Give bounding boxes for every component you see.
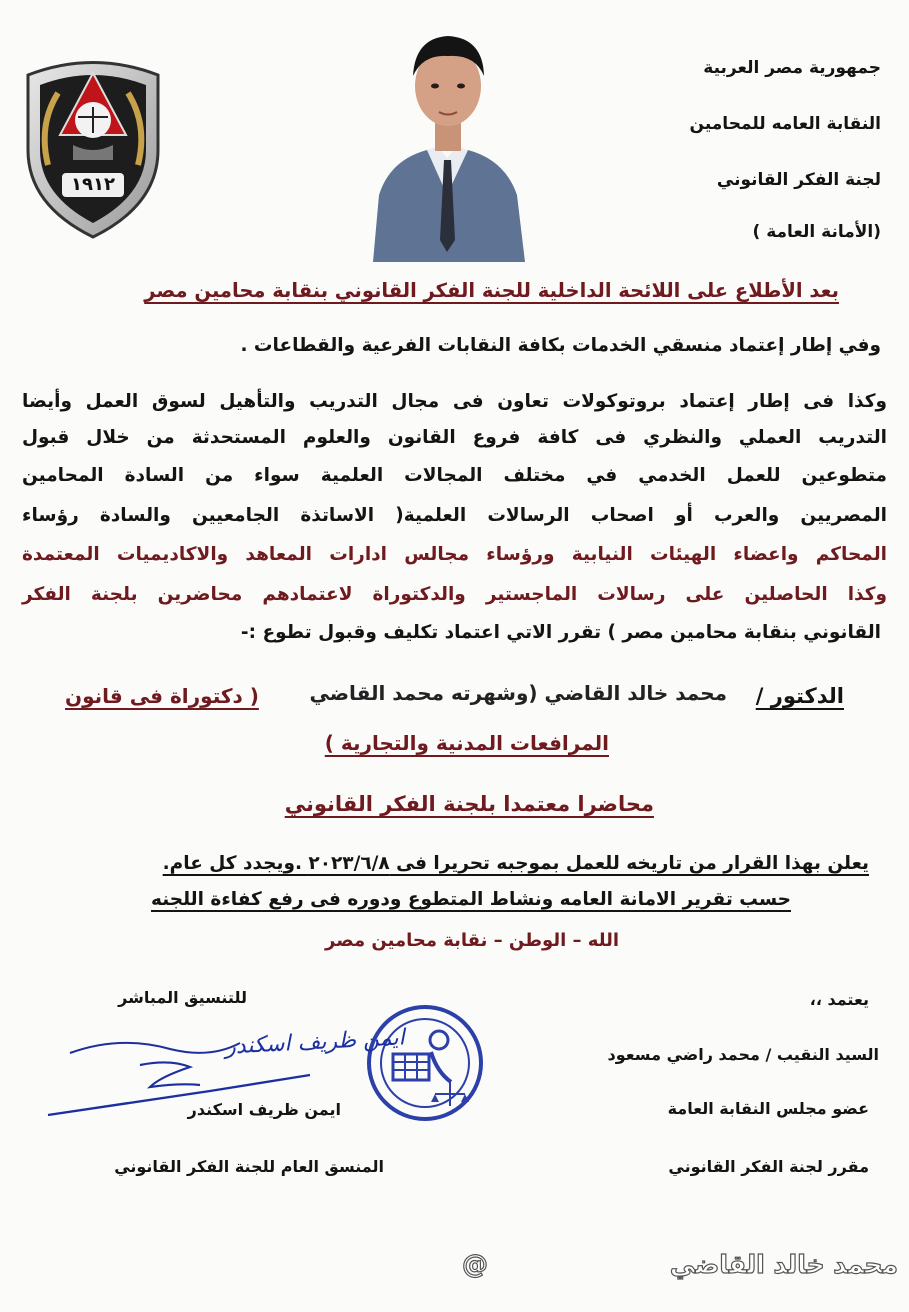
body-line-5: المصريين والعرب أو اصحاب الرسالات العلمية( الاساتذة الجامعيين والسادة رؤساء: [22, 505, 887, 526]
sig-right-line-2: عضو مجلس النقابة العامة: [667, 1099, 869, 1118]
appointee-role: محاضرا معتمدا بلجنة الفكر القانوني: [284, 792, 654, 816]
appointee-name: محمد خالد القاضي (وشهرته محمد القاضي: [309, 681, 727, 705]
body-line-4: متطوعين للعمل الخدمي في مختلف المجالات العلمية سواء من السادة المحامين: [22, 465, 887, 486]
body-line-3: التدريب العملي والنظري فى كافة فروع القانون والعلوم المستحدثة من خلال قبول: [22, 427, 887, 448]
coordinator-title: المنسق العام للجنة الفكر القانوني: [114, 1157, 384, 1176]
syndicate-logo: [18, 55, 168, 240]
appointee-degree-1: ( دكتوراة فى قانون: [65, 684, 259, 708]
watermark-at-icon: @: [462, 1250, 488, 1280]
document-title: بعد الأطلاع على اللائحة الداخلية للجنة الفكر القانوني بنقابة محامين مصر: [144, 279, 839, 302]
sig-right-line-1: السيد النقيب / محمد راضي مسعود: [607, 1045, 879, 1064]
decision-line-2: حسب تقرير الامانة العامه ونشاط المتطوع ودوره فى رفع كفاءة اللجنه: [151, 889, 791, 910]
body-line-2: وكذا فى إطار إعتماد بروتوكولات تعاون فى مجال التدريب والتأهيل لسوق العمل وأيضا: [22, 391, 887, 412]
handwritten-signature: ايمن ظريف اسكندر: [224, 1025, 406, 1060]
coordination-label: للتنسيق المباشر: [118, 988, 247, 1007]
body-line-1: وفي إطار إعتماد منسقي الخدمات بكافة النقابات الفرعية والقطاعات .: [240, 335, 881, 356]
watermark-text: محمد خالد القاضي: [669, 1250, 898, 1279]
header-syndicate: النقابة العامه للمحامين: [689, 114, 881, 134]
sig-right-line-3: مقرر لجنة الفكر القانوني: [668, 1157, 869, 1176]
motto: الله – الوطن – نقابة محامين مصر: [325, 930, 619, 951]
body-line-6: المحاكم واعضاء الهيئات النيابية ورؤساء مجالس ادارات المعاهد والاكاديميات المعتمدة: [22, 544, 887, 565]
header-secretariat: (الأمانة العامة ): [752, 222, 881, 242]
header-country: جمهورية مصر العربية: [703, 58, 881, 78]
body-line-8: القانوني بنقابة محامين مصر ) تقرر الاتي اعتماد تكليف وقبول تطوع :-: [240, 622, 881, 643]
committee-stamp: [365, 1002, 485, 1124]
portrait-photo: [365, 20, 530, 262]
logo-year: ١٩١٢: [71, 174, 115, 195]
header-committee: لجنة الفكر القانوني: [716, 170, 881, 190]
approved-label: يعتمد ،،: [809, 990, 869, 1009]
appointee-degree-2: المرافعات المدنية والتجارية ): [324, 731, 609, 755]
decision-line-1: يعلن بهذا القرار من تاريخه للعمل بموجبه تحريرا فى ٢٠٢٣/٦/٨ .ويجدد كل عام.: [162, 853, 869, 874]
body-line-7: وكذا الحاصلين على رسالات الماجستير والدكتوراة لاعتمادهم محاضرين بلجنة الفكر: [22, 584, 887, 605]
coordinator-name: ايمن ظريف اسكندر: [187, 1100, 341, 1119]
watermark: [462, 1250, 902, 1290]
appointee-title: الدكتور /: [755, 684, 844, 708]
